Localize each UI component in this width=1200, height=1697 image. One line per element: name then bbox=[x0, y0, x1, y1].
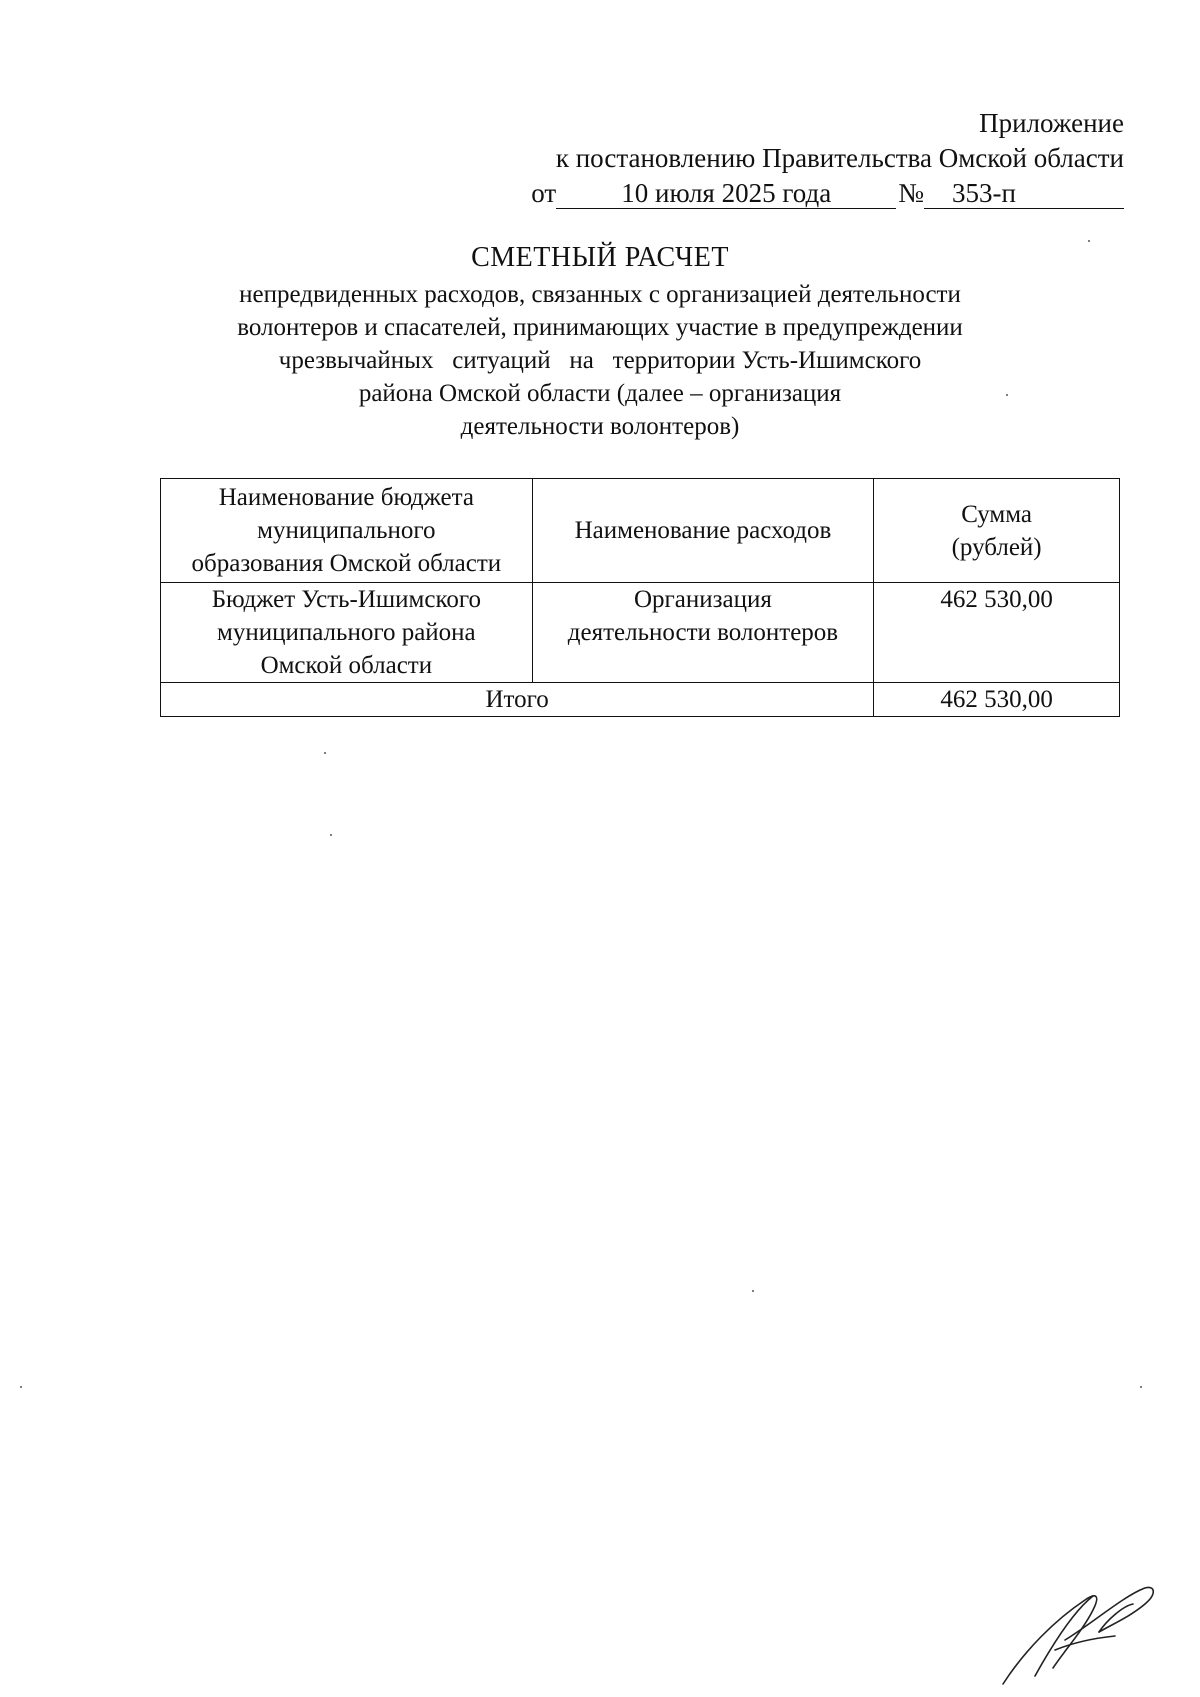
title-block bbox=[150, 240, 1050, 443]
resolution-number: 353-п bbox=[924, 178, 1124, 209]
cell-budget-name: Бюджет Усть-Ишимского муниципального района Омской области bbox=[161, 583, 533, 683]
table-total-row bbox=[161, 683, 1120, 717]
appendix-header bbox=[484, 106, 1124, 211]
table-row bbox=[161, 583, 1120, 683]
document-title: СМЕТНЫЙ РАСЧЕТ bbox=[471, 242, 729, 273]
cell-expense-name: Организация деятельности волонтеров bbox=[532, 583, 874, 683]
appendix-resolution-line: к постановлению Правительства Омской области bbox=[555, 143, 1124, 173]
number-sign: № bbox=[898, 178, 924, 208]
header-amount: Сумма (рублей) bbox=[874, 479, 1120, 583]
cell-amount: 462 530,00 bbox=[874, 583, 1120, 683]
total-amount: 462 530,00 bbox=[874, 683, 1120, 717]
subtitle-line: непредвиденных расходов, связанных с организацией деятельности bbox=[239, 281, 961, 308]
header-expense-name: Наименование расходов bbox=[532, 479, 874, 583]
date-prefix: от bbox=[531, 178, 557, 208]
subtitle-line: деятельности волонтеров) bbox=[460, 413, 740, 440]
estimate-table bbox=[160, 478, 1120, 717]
signature-icon bbox=[995, 1580, 1165, 1690]
subtitle-line: чрезвычайных ситуаций на территории Усть-Ишимского bbox=[278, 347, 922, 374]
document-subtitle bbox=[150, 278, 1050, 443]
appendix-label: Приложение bbox=[979, 108, 1124, 138]
subtitle-line: района Омской области (далее – организация bbox=[358, 380, 842, 407]
appendix-date-line bbox=[484, 176, 1124, 211]
resolution-date: 10 июля 2025 года bbox=[556, 178, 896, 209]
table-header-row bbox=[161, 479, 1120, 583]
subtitle-line: волонтеров и спасателей, принимающих участие в предупреждении bbox=[237, 314, 963, 341]
header-budget-name: Наименование бюджета муниципального образования Омской области bbox=[161, 479, 533, 583]
total-label: Итого bbox=[161, 683, 874, 717]
